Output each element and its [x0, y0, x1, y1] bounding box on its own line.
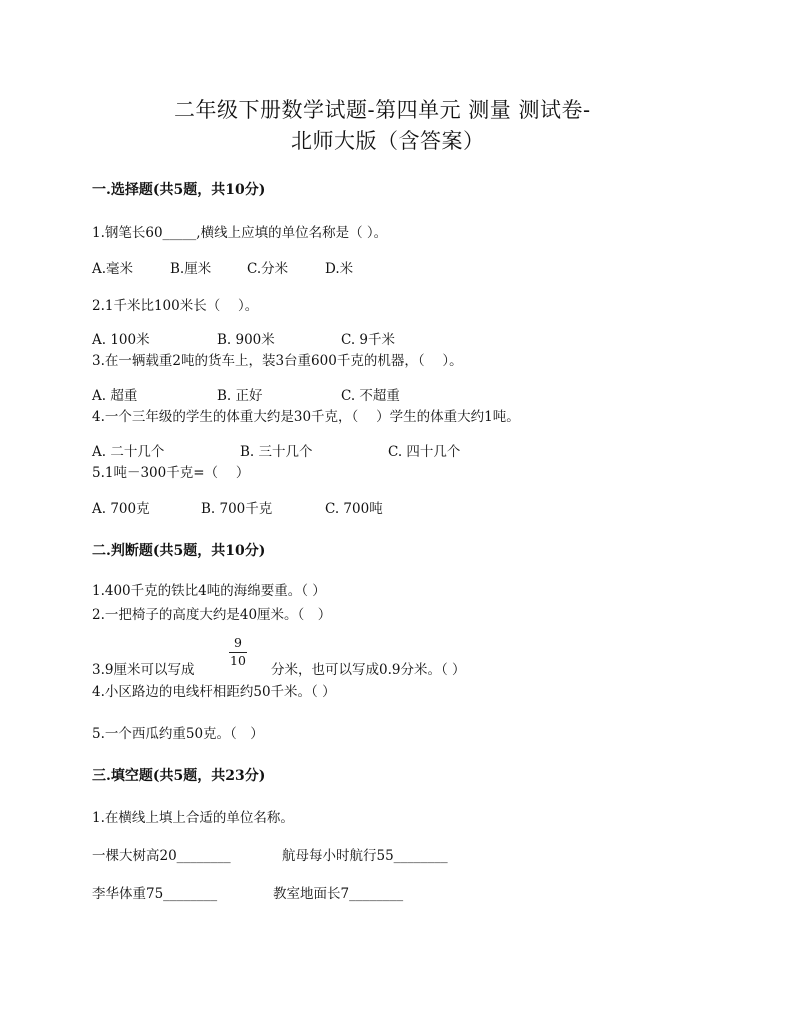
document-title-line-1: 二年级下册数学试题-第四单元 测量 测试卷- [174, 98, 591, 122]
question-stem: 3.在一辆载重2吨的货车上，装3台重600千克的机器，（ ）。 [92, 353, 463, 369]
fill-blank-intro: 1.在横线上填上合适的单位名称。 [92, 810, 294, 826]
judgement-text-after: 分米，也可以写成0.9分米。（ ） [271, 662, 466, 678]
judgement-item: 1.400千克的铁比4吨的海绵要重。（ ） [92, 583, 326, 599]
document-title-line-2: 北师大版（含答案） [291, 129, 485, 153]
option-b: B. 正好 [217, 388, 263, 404]
fraction-nine-tenths [229, 637, 247, 667]
judgement-item: 5.一个西瓜约重50克。（ ） [92, 726, 264, 742]
option-b: B. 900米 [217, 332, 275, 348]
section-heading-judgement: 二.判断题(共5题，共10分) [92, 543, 266, 559]
section-heading-choice: 一.选择题(共5题，共10分) [92, 182, 266, 198]
option-a: A. 超重 [92, 388, 138, 404]
fill-blank-item: 一棵大树高20________ [92, 848, 231, 864]
judgement-item: 2.一把椅子的高度大约是40厘米。（ ） [92, 607, 332, 623]
fraction-numerator: 9 [234, 635, 242, 650]
option-a: A. 二十几个 [92, 444, 165, 460]
judgement-item: 4.小区路边的电线杆相距约50千米。（ ） [92, 684, 336, 700]
question-stem: 1.钢笔长60_____,横线上应填的单位名称是（ ）。 [92, 225, 388, 241]
judgement-text-before: 3.9厘米可以写成 [92, 662, 195, 678]
option-b: B. 三十几个 [240, 444, 313, 460]
question-stem: 2.1千米比100米长（ ）。 [92, 298, 259, 314]
question-stem: 5.1吨－300千克=（ ） [92, 465, 250, 481]
option-a: A. 100米 [92, 332, 150, 348]
option-a: A.毫米 [92, 261, 134, 277]
fill-blank-item: 李华体重75________ [92, 886, 218, 902]
option-c: C. 不超重 [341, 388, 400, 404]
question-stem: 4.一个三年级的学生的体重大约是30千克，（ ）学生的体重大约1吨。 [92, 409, 520, 425]
option-c: C. 9千米 [341, 332, 396, 348]
fill-blank-item: 航母每小时航行55________ [282, 848, 448, 864]
fill-blank-item: 教室地面长7________ [273, 886, 404, 902]
option-a: A. 700克 [92, 501, 150, 517]
option-c: C.分米 [247, 261, 289, 277]
option-b: B. 700千克 [201, 501, 273, 517]
option-c: C. 四十几个 [388, 444, 461, 460]
option-c: C. 700吨 [325, 501, 383, 517]
option-b: B.厘米 [170, 261, 212, 277]
section-heading-fill-blank: 三.填空题(共5题，共23分) [92, 768, 266, 784]
fraction-denominator: 10 [230, 652, 246, 668]
judgement-item-with-fraction [92, 664, 194, 678]
option-d: D.米 [325, 261, 354, 277]
